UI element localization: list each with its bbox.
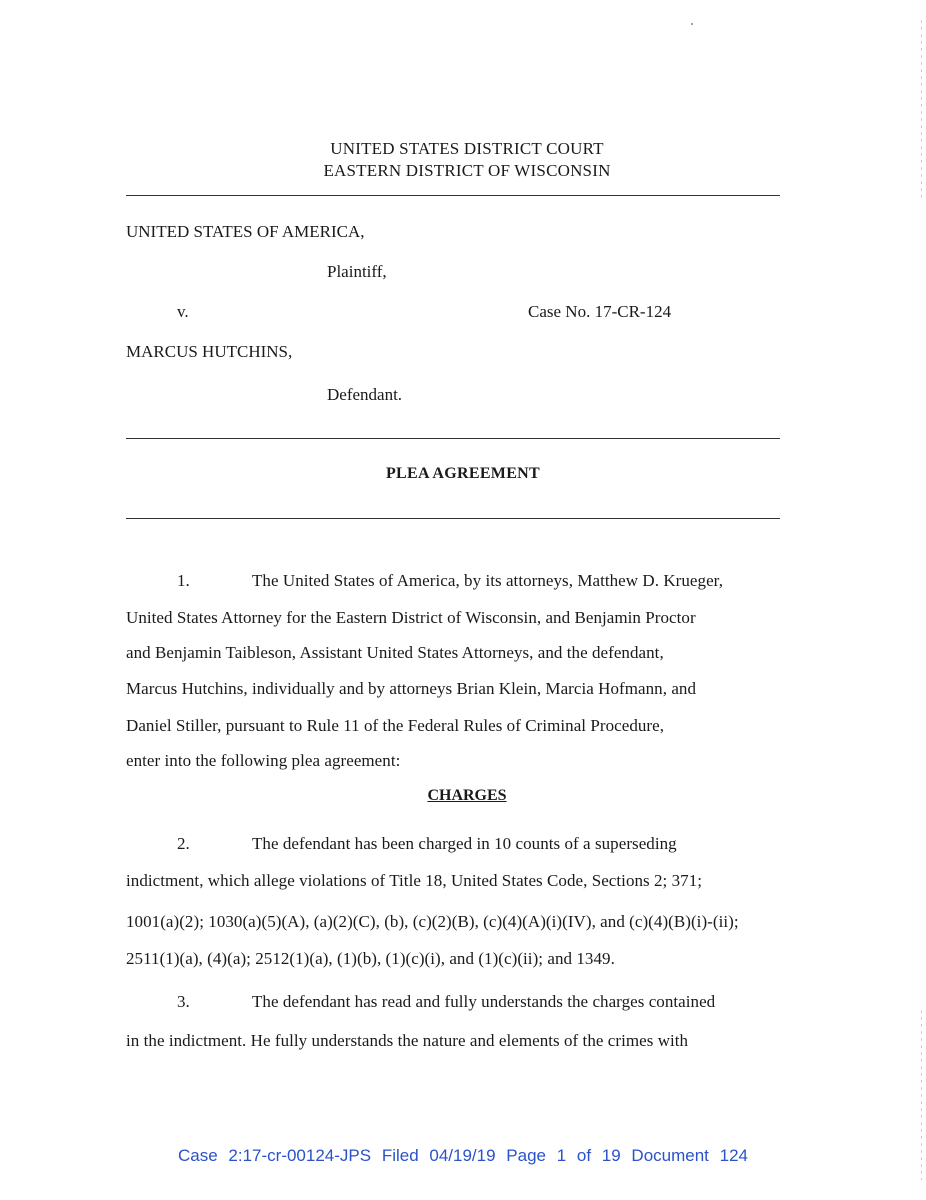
paragraph-3-number: 3. [177,992,190,1011]
paragraph-1-line: and Benjamin Taibleson, Assistant United States Attorneys, and the defendant, [126,643,664,662]
court-district: EASTERN DISTRICT OF WISCONSIN [323,161,611,180]
paragraph-1-line: enter into the following plea agreement: [126,751,401,770]
paragraph-2-line: 2511(1)(a), (4)(a); 2512(1)(a), (1)(b), (1)(c)(i), and (1)(c)(ii); and 1349. [126,949,615,968]
paragraph-1-line: United States Attorney for the Eastern District of Wisconsin, and Benjamin Proctor [126,608,696,627]
court-name: UNITED STATES DISTRICT COURT [330,139,604,158]
document-title: PLEA AGREEMENT [385,465,540,482]
title-bottom-rule [126,518,780,519]
paragraph-3-line: in the indictment. He fully understands the nature and elements of the crimes with [126,1031,689,1050]
plaintiff-label: Plaintiff, [327,262,387,281]
plaintiff-name: UNITED STATES OF AMERICA, [126,222,365,241]
paragraph-1-line: The United States of America, by its attorneys, Matthew D. Krueger, [252,571,723,590]
versus-label: v. [177,302,189,321]
paragraph-2-line: indictment, which allege violations of Title 18, United States Code, Sections 2; 371; [126,871,703,890]
paragraph-2-number: 2. [177,834,190,853]
paragraph-3-line: The defendant has read and fully understands the charges contained [252,992,716,1011]
case-number: Case No. 17-CR-124 [528,302,672,321]
defendant-label: Defendant. [327,385,403,404]
defendant-name: MARCUS HUTCHINS, [126,342,293,361]
paragraph-2-line: 1001(a)(2); 1030(a)(5)(A), (a)(2)(C), (b), (c)(2)(B), (c)(4)(A)(i)(IV), and (c)(4)(B)(i)-(ii); [126,912,739,931]
paragraph-2-line: The defendant has been charged in 10 counts of a superseding [252,834,677,853]
scan-speck [691,23,693,25]
paragraph-1-line: Marcus Hutchins, individually and by attorneys Brian Klein, Marcia Hofmann, and [126,679,697,698]
charges-heading: CHARGES [427,787,507,804]
caption-top-rule [126,195,780,196]
court-header [0,138,926,182]
filing-stamp-footer: Case 2:17-cr-00124-JPS Filed 04/19/19 Page 1 of 19 Document 124 [178,1146,748,1165]
paragraph-1-line: Daniel Stiller, pursuant to Rule 11 of the Federal Rules of Criminal Procedure, [126,716,665,735]
caption-bottom-rule [126,438,780,439]
paragraph-1-number: 1. [177,571,190,590]
